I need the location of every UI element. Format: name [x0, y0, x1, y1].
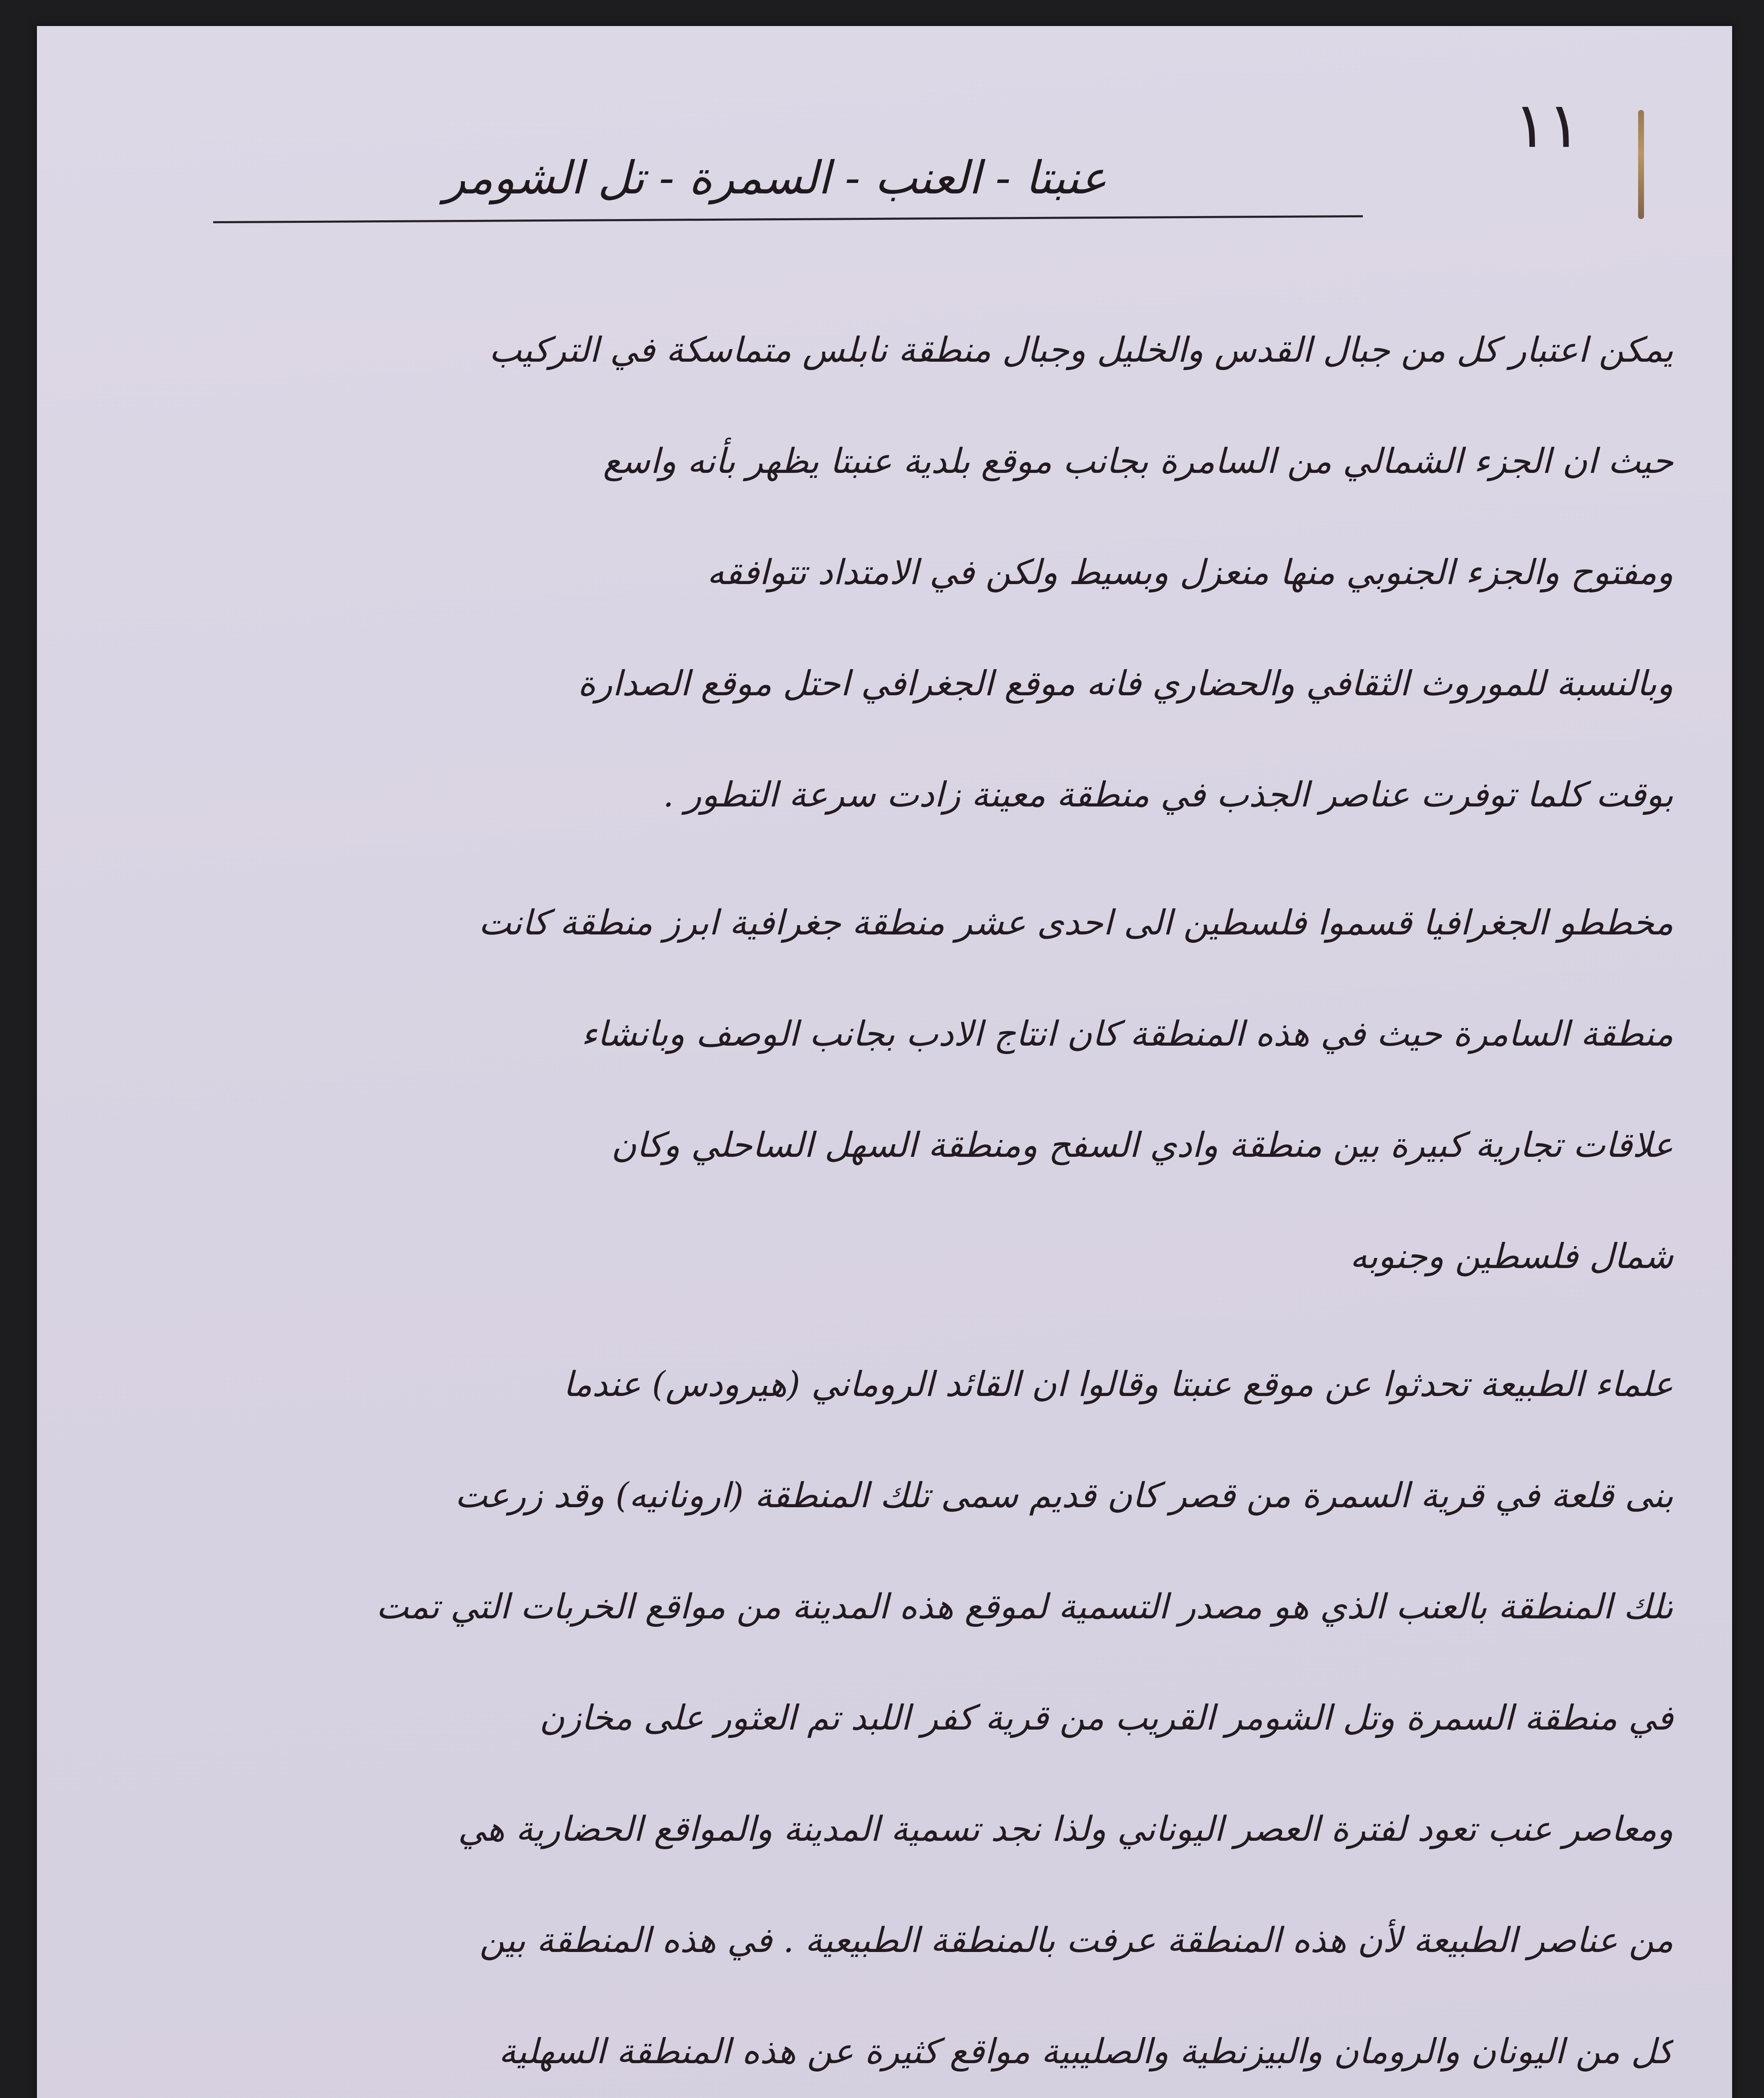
text-line: حيث ان الجزء الشمالي من السامرة بجانب موقع بلدية عنبتا يظهر بأنه واسع [603, 441, 1673, 481]
document-page [37, 26, 1732, 2098]
staple-rust-mark [1638, 110, 1644, 219]
paragraph-gap [108, 851, 1673, 867]
text-line: يمكن اعتبار كل من جبال القدس والخليل وجبال منطقة نابلس متماسكة في التركيب [489, 330, 1673, 370]
text-line: بنى قلعة في قرية السمرة من قصر كان قديم سمى تلك المنطقة (ارونانيه) وقد زرعت [455, 1476, 1673, 1516]
text-line: علماء الطبيعة تحدثوا عن موقع عنبتا وقالوا ان القائد الروماني (هيرودس) عندما [563, 1365, 1673, 1404]
title-underline [213, 215, 1363, 223]
text-line: تلك المنطقة بالعنب الذي هو مصدر التسمية لموقع هذه المدينة من مواقع الخربات التي تمت [376, 1587, 1673, 1627]
paragraph-2 [108, 867, 1673, 1312]
page-title: عنبتا - العنب - السمرة - تل الشومر [444, 152, 1107, 204]
text-line: مخططو الجغرافيا قسموا فلسطين الى احدى عشر منطقة جغرافية ابرز منطقة كانت [478, 903, 1673, 943]
text-line: ومفتوح والجزء الجنوبي منها منعزل وبسيط ولكن في الامتداد تتوافقه [707, 553, 1673, 592]
paragraph-1 [108, 295, 1673, 851]
text-line: وبالنسبة للموروث الثقافي والحضاري فانه موقع الجغرافي احتل موقع الصدارة [577, 664, 1673, 704]
page-number: ١١ [1513, 89, 1581, 162]
text-line: علاقات تجارية كبيرة بين منطقة وادي السفح ومنطقة السهل الساحلي وكان [611, 1125, 1673, 1165]
text-line: ومعاصر عنب تعود لفترة العصر اليوناني ولذا نجد تسمية المدينة والمواقع الحضارية هي [458, 1809, 1673, 1849]
text-line: بوقت كلما توفرت عناصر الجذب في منطقة معينة زادت سرعة التطور . [663, 775, 1673, 815]
paragraph-gap [108, 1312, 1673, 1329]
handwritten-body [108, 295, 1673, 2098]
text-line: كل من اليونان والرومان والبيزنطية والصليبية مواقع كثيرة عن هذه المنطقة السهلية [498, 2032, 1673, 2072]
text-line: منطقة السامرة حيث في هذه المنطقة كان انتاج الادب بجانب الوصف وبانشاء [581, 1014, 1673, 1054]
text-line: في منطقة السمرة وتل الشومر القريب من قرية كفر اللبد تم العثور على مخازن [539, 1698, 1673, 1738]
paragraph-3 [108, 1329, 1673, 2098]
text-line: من عناصر الطبيعة لأن هذه المنطقة عرفت بالمنطقة الطبيعية . في هذه المنطقة بين [479, 1921, 1673, 1960]
text-line: شمال فلسطين وجنوبه [1350, 1237, 1673, 1276]
